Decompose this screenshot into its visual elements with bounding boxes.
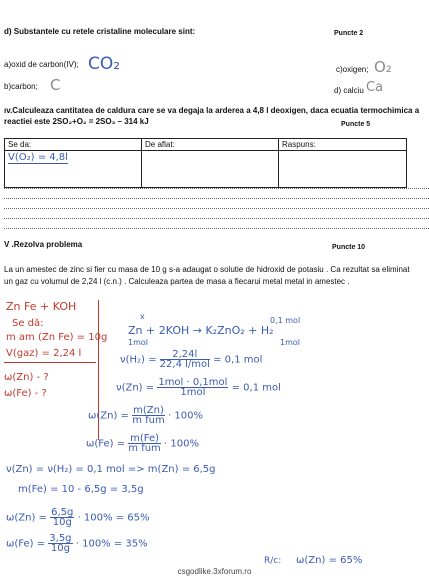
dotted-line — [4, 198, 429, 199]
result-zn-fraction — [50, 508, 74, 527]
answer-zn: ω(Zn) = 65% — [296, 555, 363, 566]
question-v-points: Puncte 10 — [332, 244, 366, 251]
question-v-text1: La un amestec de zinc si fier cu masa de 10 g s-a adaugat o solutie de hidroxid de potasiu . Ca rezultat sa eliminat — [4, 265, 410, 274]
dotted-line — [4, 188, 429, 189]
question-v-text2: un gaz cu volumul de 2,24 l (c.n.) . Calculeaza partea de masa a fiecarui metal metal in amestec . — [4, 277, 350, 286]
question-iv-line2: reactiei este 2SO₂+O₂ = 2SO₃ – 314 kJ — [4, 117, 149, 126]
mass-fraction-zn-formula-tail: · 100% — [168, 410, 203, 422]
dotted-line — [4, 218, 429, 219]
result-fe-lhs: ω(Fe) = — [6, 538, 46, 550]
option-b-label: b)carbon; — [4, 82, 38, 91]
result-zn-calculation — [6, 508, 150, 527]
result-fe-denominator: 10g — [50, 543, 70, 554]
given-volume-gas: V(gaz) = 2,24 l — [6, 348, 82, 359]
result-zn-denominator: 10g — [52, 517, 72, 528]
equation-under-zn: 1mol — [128, 338, 148, 347]
option-d-answer: Ca — [366, 80, 384, 95]
answer-table — [4, 138, 407, 188]
equation-over-zn: x — [140, 312, 145, 321]
footer-watermark-text: csgodlike.3xforum.ro — [177, 567, 252, 576]
moles-h2-numerator: 2,24l — [160, 350, 210, 360]
reaction-equation: Zn + 2KOH → K₂ZnO₂ + H₂ — [128, 324, 274, 337]
given-volume: V(O₂) = 4,8l — [8, 152, 68, 163]
find-zn: ω(Zn) - ? — [4, 372, 49, 383]
answer-table-header-answer: Raspuns: — [279, 139, 407, 151]
result-fe-numerator: 3,5g — [49, 533, 72, 544]
answer-label: R/c: — [264, 556, 282, 566]
answer-table-cell-find — [142, 151, 279, 188]
option-a-answer: CO₂ — [88, 54, 121, 74]
question-iv-line1: ıv.Calculeaza cantitatea de caldura care se va degaja la arderea a 4,8 l deoxigen, daca ecuatia termochimica a — [4, 106, 420, 115]
mass-fraction-fe-formula-denominator: m fum — [128, 443, 161, 454]
mass-fraction-zn-formula — [88, 406, 203, 425]
question-d-points: Puncte 2 — [334, 30, 364, 37]
result-zn-tail: · 100% = 65% — [77, 512, 150, 524]
mass-fraction-zn-formula-denominator: m fum — [132, 415, 165, 426]
footer-watermark — [0, 567, 429, 581]
mass-fraction-fe-formula-lhs: ω(Fe) = — [86, 438, 126, 450]
question-iv-points: Puncte 5 — [341, 121, 371, 128]
option-c-answer: O₂ — [374, 58, 392, 76]
option-a-label: a)oxid de carbon(IV); — [4, 60, 79, 69]
reaction-heading: Zn Fe + KOH — [6, 300, 77, 313]
result-zn-numerator: 6,5g — [51, 507, 74, 518]
answer-table-header-find: De aflat: — [142, 139, 279, 151]
moles-zn-fraction — [157, 378, 228, 397]
moles-h2-fraction — [160, 350, 210, 369]
result-zn-lhs: ω(Zn) = — [6, 512, 47, 524]
find-fe: ω(Fe) - ? — [4, 388, 47, 399]
result-fe-fraction — [48, 534, 72, 553]
question-v-title: V .Rezolva problema — [4, 240, 83, 249]
mass-fe-calculation: m(Fe) = 10 - 6,5g = 3,5g — [18, 484, 144, 495]
given-mass: m am (Zn Fe) = 10g — [6, 332, 108, 343]
moles-zn-numerator: 1mol · 0,1mol — [158, 377, 228, 388]
result-fe-tail: · 100% = 35% — [75, 538, 148, 550]
option-c-label: c)oxigen; — [336, 65, 369, 74]
dotted-line — [4, 228, 429, 229]
result-fe-calculation — [6, 534, 148, 553]
moles-equality: ν(Zn) = ν(H₂) = 0,1 mol => m(Zn) = 6,5g — [6, 464, 216, 475]
moles-zn-denominator: 1mol — [180, 387, 206, 398]
mass-fraction-fe-formula-tail: · 100% — [164, 438, 199, 450]
given-divider — [4, 362, 96, 363]
dotted-line — [4, 208, 429, 209]
answer-table-cell-given — [5, 151, 142, 188]
option-d-label: d) calciu — [334, 86, 364, 95]
moles-h2-lhs: ν(H₂) = — [120, 354, 157, 366]
given-heading: Se dă: — [12, 318, 44, 329]
equation-over-h2: 0,1 mol — [270, 316, 301, 325]
mass-fraction-fe-formula — [86, 434, 199, 453]
moles-zn-lhs: ν(Zn) = — [116, 382, 155, 394]
mass-fraction-zn-formula-fraction — [132, 406, 165, 425]
mass-fraction-zn-formula-numerator: m(Zn) — [133, 405, 164, 416]
answer-table-header-given: Se da: — [5, 139, 142, 151]
moles-h2-result: = 0,1 mol — [213, 354, 263, 366]
moles-zn-calculation — [116, 378, 281, 397]
mass-fraction-zn-formula-lhs: ω(Zn) = — [88, 410, 129, 422]
equation-under-h2: 1mol — [280, 338, 300, 347]
answer-table-cell-answer — [279, 151, 407, 188]
option-b-answer: C — [50, 76, 61, 94]
moles-h2-denominator: 22,4 l/mol — [159, 359, 210, 370]
question-d-title: d) Substantele cu retele cristaline moleculare sint: — [4, 27, 196, 36]
moles-h2-calculation — [120, 350, 262, 369]
mass-fraction-fe-formula-numerator: m(Fe) — [130, 433, 159, 444]
mass-fraction-fe-formula-fraction — [128, 434, 161, 453]
moles-zn-result: = 0,1 mol — [231, 382, 281, 394]
